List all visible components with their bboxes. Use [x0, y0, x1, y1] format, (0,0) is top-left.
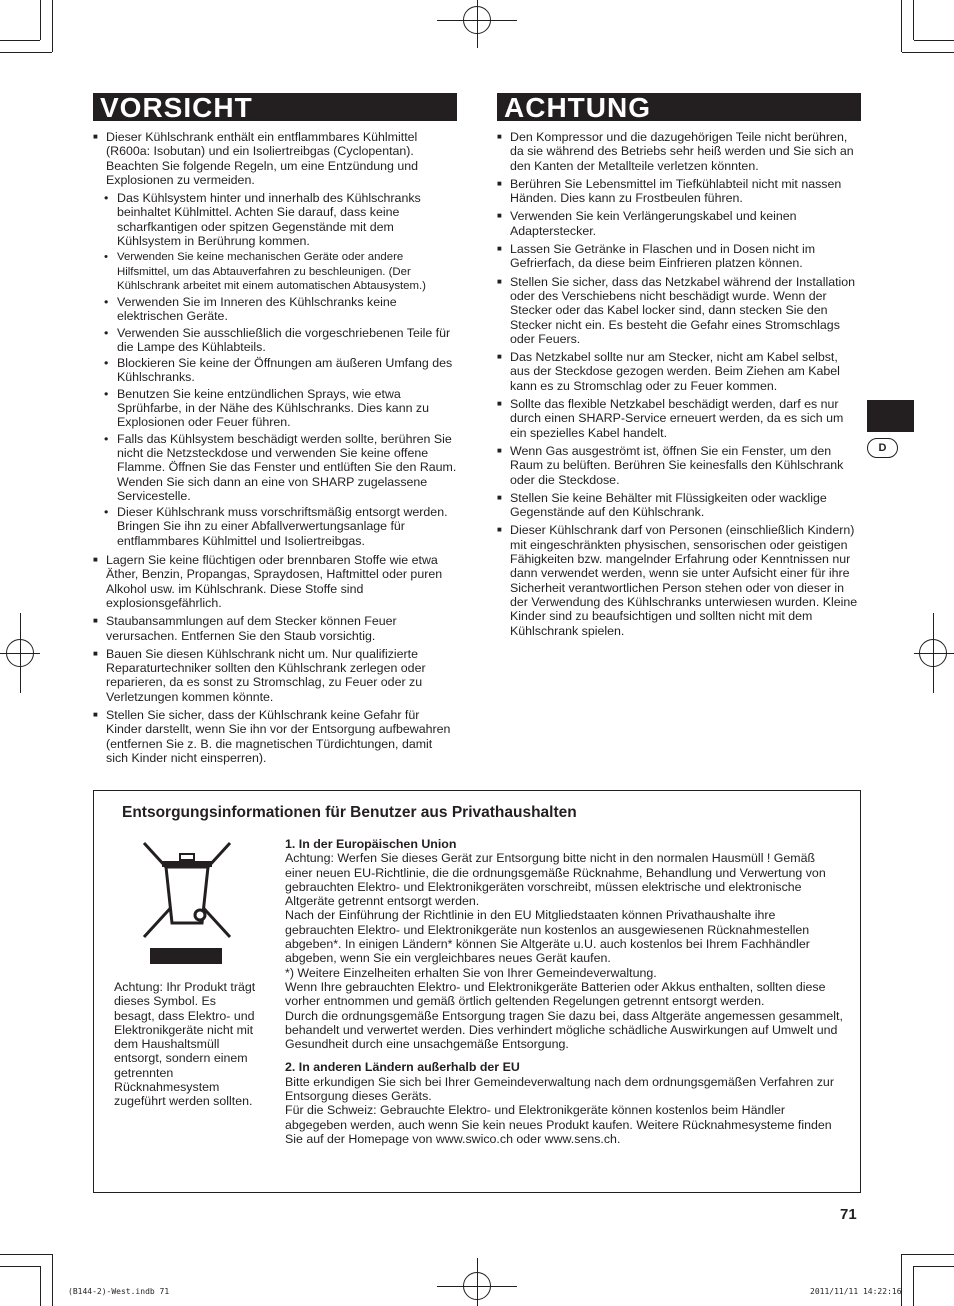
achtung-list: [497, 130, 861, 642]
symbol-note: Achtung: Ihr Produkt trägt dieses Symbol. Es besagt, dass Elektro- und Elektronikgeräte nicht mit dem Haushaltsmüll entsorgt, sondern einem getrennten Rücknahmesystem zugeführt werden sollten.: [114, 980, 256, 1109]
list-item: ■ Dieser Kühlschrank darf von Personen (einschließlich Kindern) mit eingeschränkten physischen, sensorischen oder geistigen Fähigkeiten bzw. mangelnder Erfahrung oder Kenntnissen nur dann verwendet werden, wenn sie unter Aufsicht einer für ihre Sicherheit verantwortlichen Person stehen oder von dieser in der Verwendung des Kühlschranks unterwiesen wurden. Kleine Kinder sind zu beaufsichtigen und sollten nicht mit dem Kühlschrank spielen.: [497, 523, 861, 637]
sub-list-item: • Benutzen Sie keine entzündlichen Sprays, wie etwa Sprühfarbe, in der Nähe des Kühlschranks. Dies kann zu Explosionen oder Feuer führen.: [93, 387, 457, 430]
disposal-info-box: [93, 790, 861, 1193]
print-slug-timestamp: 2011/11/11 14:22:16: [810, 1287, 902, 1296]
disposal-text: [285, 837, 845, 1146]
sub-list-item: • Verwenden Sie im Inneren des Kühlschranks keine elektrischen Geräte.: [93, 295, 457, 324]
list-item: ■ Berühren Sie Lebensmittel im Tiefkühlabteil nicht mit nassen Händen. Dies kann zu Frostbeulen führen.: [497, 177, 861, 206]
achtung-heading: ACHTUNG: [497, 93, 861, 121]
disposal-title: Entsorgungsinformationen für Benutzer aus Privathaushalten: [122, 804, 577, 821]
paragraph: Für die Schweiz: Gebrauchte Elektro- und Elektronikgeräte können kostenlos beim Händler abgegeben werden, auch wenn Sie kein neues Produkt kaufen. Weitere Rücknahmesysteme finden Sie auf der Homepage von www.swico.ch oder www.sens.ch.: [285, 1103, 832, 1146]
list-item: ■ Staubansammlungen auf dem Stecker können Feuer verursachen. Entfernen Sie den Staub vorsichtig.: [93, 614, 457, 643]
list-item: ■ Lagern Sie keine flüchtigen oder brennbaren Stoffe wie etwa Äther, Benzin, Propangas, Spraydosen, Haftmittel oder puren Alkohol usw. im Kühlschrank. Diese Stoffe sind explosionsgefährlich.: [93, 553, 457, 610]
paragraph: *) Weitere Einzelheiten erhalten Sie von Ihrer Gemeindeverwaltung.: [285, 965, 657, 980]
list-item: ■ Dieser Kühlschrank enthält ein entflammbares Kühlmittel (R600a: Isobutan) und ein Isoliertreibgas (Cyclopentan). Beachten Sie folgende Regeln, um eine Entzündung und Explosionen zu vermeiden.: [93, 130, 457, 187]
sub-list-item: • Dieser Kühlschrank muss vorschriftsmäßig entsorgt werden. Bringen Sie ihn zu einer Abfallverwertungsanlage für entflammbares Kühlmittel und Isoliertreibgas.: [93, 505, 457, 548]
paragraph: Achtung: Werfen Sie dieses Gerät zur Entsorgung bitte nicht in den normalen Hausmüll ! Gemäß einer neuen EU-Richtlinie, die die ordnungsgemäße Rücknahme, Behandlung und Verwertung von gebrauchten Elektro- und Elektronikgeräten vorschreibt, müssen elektrische und elektronische Altgeräte getrennt entsorgt werden.: [285, 851, 826, 909]
paragraph: Wenn Ihre gebrauchten Elektro- und Elektronikgeräte Batterien oder Akkus enthalten, sollten diese vorher entnommen und gemäß örtlich geltenden Regelungen getrennt entsorgt werden.: [285, 979, 826, 1009]
list-item: ■ Lassen Sie Getränke in Flaschen und in Dosen nicht im Gefrierfach, da diese beim Einfrieren platzen können.: [497, 242, 861, 271]
print-slug-file: (B144-2)-West.indb 71: [68, 1287, 170, 1296]
crossed-out-bin-icon: [140, 841, 234, 965]
list-item: ■ Sollte das flexible Netzkabel beschädigt werden, darf es nur durch einen SHARP-Service erneuert werden, da es sich um ein spezielles Kabel handelt.: [497, 397, 861, 440]
section-tab: [867, 400, 914, 432]
sub-list-item: • Blockieren Sie keine der Öffnungen am äußeren Umfang des Kühlschranks.: [93, 356, 457, 385]
list-item: ■ Das Netzkabel sollte nur am Stecker, nicht am Kabel selbst, aus der Steckdose gezogen werden. Beim Ziehen am Kabel kann es zu Stromschlag oder zu Feuer kommen.: [497, 350, 861, 393]
sub-list-item: • Verwenden Sie ausschließlich die vorgeschriebenen Teile für die Lampe des Kühlabteils.: [93, 326, 457, 355]
list-item: ■ Verwenden Sie kein Verlängerungskabel und keinen Adapterstecker.: [497, 209, 861, 238]
list-item: ■ Stellen Sie sicher, dass das Netzkabel während der Installation oder des Verschiebens nicht beschädigt wurde. Wenn der Stecker oder das Kabel locker sind, dann stecken Sie den Stecker nicht ein. Es besteht die Gefahr eines Stromschlags oder Feuers.: [497, 275, 861, 346]
vorsicht-list: [93, 130, 457, 769]
paragraph: Durch die ordnungsgemäße Entsorgung tragen Sie dazu bei, dass Altgeräte angemessen gesammelt, behandelt und verwertet werden. Dies verhindert mögliche schädliche Auswirkungen auf Umwelt und Gesundheit durch eine unsachgemäße Entsorgung.: [285, 1008, 843, 1052]
sub-list-item: • Das Kühlsystem hinter und innerhalb des Kühlschranks beinhaltet Kühlmittel. Achten Sie darauf, dass keine scharfkantigen oder spitzen Gegenstände mit dem Kühlsystem in Berührung kommen.: [93, 191, 457, 248]
paragraph: Nach der Einführung der Richtlinie in den EU Mitgliedstaaten können Privathaushalte ihre gebrauchten Elektro- und Elektronikgeräte nun kostenlos an ausgewiesenen Rücknahmestellen abgeben*. In einigen Ländern* können Sie Altgeräte u.U. auch kostenlos bei Ihrem Fachhändler abgeben, wenn Sie ein vergleichbares neues Gerät kaufen.: [285, 908, 810, 966]
sub-list-item: • Falls das Kühlsystem beschädigt werden sollte, berühren Sie nicht die Netzsteckdose und verwenden Sie keine offene Flamme. Öffnen Sie das Fenster und entlüften Sie den Raum. Wenden Sie sich dann an eine von SHARP zugelassene Servicestelle.: [93, 432, 457, 503]
paragraph: Bitte erkundigen Sie sich bei Ihrer Gemeindeverwaltung nach dem ordnungsgemäßen Verfahren zur Entsorgung dieses Geräts.: [285, 1074, 834, 1104]
vorsicht-heading: VORSICHT: [93, 93, 457, 121]
sub-list-item: • Verwenden Sie keine mechanischen Geräte oder andere Hilfsmittel, um das Abtauverfahren zu beschleunigen. (Der Kühlschrank arbeitet mit einem automatischen Abtausystem.): [93, 250, 457, 293]
list-item: ■ Stellen Sie keine Behälter mit Flüssigkeiten oder wacklige Gegenstände auf den Kühlschrank.: [497, 491, 861, 520]
list-item: ■ Stellen Sie sicher, dass der Kühlschrank keine Gefahr für Kinder darstellt, wenn Sie ihn vor der Entsorgung aufbewahren (entfernen Sie z. B. die magnetischen Türdichtungen, damit sich Kinder nicht einsperren).: [93, 708, 457, 765]
page-number: 71: [840, 1206, 857, 1223]
list-item: ■ Wenn Gas ausgeströmt ist, öffnen Sie ein Fenster, um den Raum zu belüften. Berühren Sie keinesfalls den Kühlschrank oder die Steckdose.: [497, 444, 861, 487]
language-badge: D: [867, 438, 898, 458]
list-item: ■ Den Kompressor und die dazugehörigen Teile nicht berühren, da sie während des Betriebs sehr heiß werden und Sie sich an den Kanten der Metallteile verletzen könnten.: [497, 130, 861, 173]
list-item: ■ Bauen Sie diesen Kühlschrank nicht um. Nur qualifizierte Reparaturtechniker sollten den Kühlschrank zerlegen oder reparieren, da es sonst zu Stromschlag, zu Feuer oder zu Verletzungen kommen könnte.: [93, 647, 457, 704]
section-heading: 2. In anderen Ländern außerhalb der EU: [285, 1060, 520, 1075]
section-heading: 1. In der Europäischen Union: [285, 837, 457, 851]
